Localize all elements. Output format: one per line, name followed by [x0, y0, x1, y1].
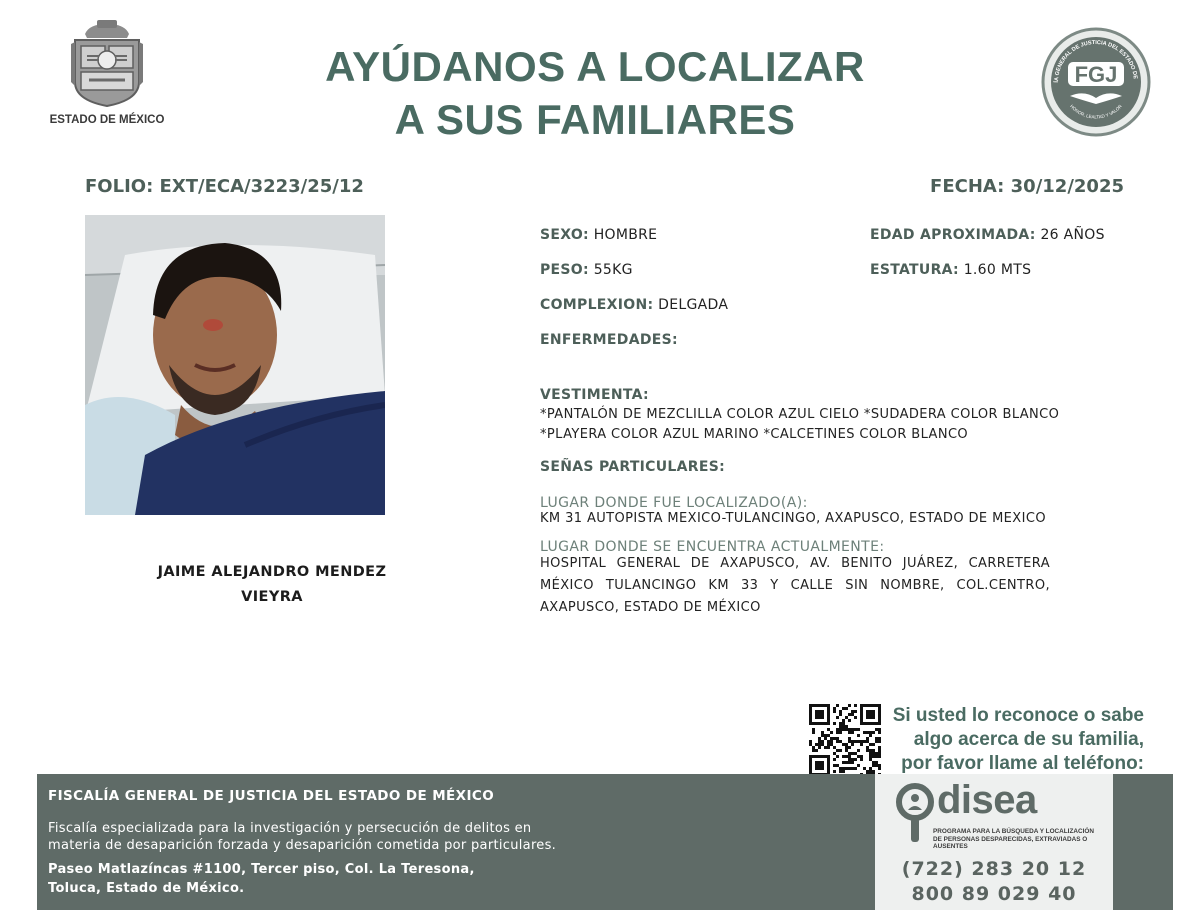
complexion-label: COMPLEXION:	[540, 297, 654, 313]
peso-value: 55KG	[593, 262, 633, 278]
edad-label: EDAD APROXIMADA:	[870, 227, 1036, 243]
footer-org-name: FISCALÍA GENERAL DE JUSTICIA DEL ESTADO DE MÉXICO	[48, 788, 495, 804]
contact-line-2: algo acerca de su familia,	[913, 729, 1144, 750]
fecha-label: FECHA:	[930, 176, 1005, 197]
contact-line-1: Si usted lo reconoce o sabe	[892, 705, 1144, 726]
fgj-bottom-text: HONOR, LEALTAD Y VALOR	[1069, 103, 1123, 120]
estado-de-mexico-caption: ESTADO DE MÉXICO	[49, 114, 165, 126]
person-photo	[85, 215, 385, 515]
peso-field	[540, 262, 633, 278]
footer	[37, 774, 1173, 910]
lugar-actual-line-3: AXAPUSCO, ESTADO DE MÉXICO	[540, 600, 761, 615]
contact-message	[884, 704, 1144, 776]
qr-code-icon[interactable]	[809, 704, 881, 776]
fecha-value: 30/12/2025	[1010, 176, 1124, 197]
person-name-line-1: JAIME ALEJANDRO MENDEZ	[157, 564, 387, 580]
complexion-value: DELGADA	[658, 297, 729, 313]
person-name-line-2: VIEYRA	[241, 589, 303, 605]
lugar-localizado-label: LUGAR DONDE FUE LOCALIZADO(A):	[540, 495, 808, 511]
fecha	[930, 176, 1124, 197]
sexo-field	[540, 227, 657, 243]
lugar-actual-line-2: MÉXICO TULANCINGO KM 33 Y CALLE SIN NOMBRE, COL.CENTRO,	[540, 578, 1050, 593]
estado-de-mexico-logo	[44, 20, 170, 130]
vestimenta-label: VESTIMENTA:	[540, 387, 649, 403]
fgj-seal-icon	[1040, 26, 1152, 138]
sexo-value: HOMBRE	[593, 227, 658, 243]
estatura-value: 1.60 MTS	[963, 262, 1032, 278]
sexo-label: SEXO:	[540, 227, 589, 243]
title-line-1: AYÚDANOS A LOCALIZAR	[325, 43, 865, 90]
enfermedades-field	[540, 332, 678, 348]
estado-de-mexico-crest-icon	[67, 20, 147, 108]
odisea-brand: disea	[937, 778, 1037, 822]
footer-description-line-1: Fiscalía especializada para la investigación y persecución de delitos en	[48, 821, 532, 836]
peso-label: PESO:	[540, 262, 589, 278]
contact-line-3: por favor llame al teléfono:	[901, 753, 1144, 774]
folio	[85, 176, 364, 197]
folio-label: FOLIO:	[85, 176, 154, 197]
complexion-field	[540, 297, 728, 313]
fgj-logo-text: FGJ	[1074, 62, 1118, 87]
footer-description-line-2: materia de desaparición forzada y desaparición cometida por particulares.	[48, 838, 557, 853]
odisea-magnifier-icon	[895, 782, 935, 846]
edad-field	[870, 227, 1105, 243]
phone-number-1[interactable]: (722) 283 20 12	[901, 858, 1087, 880]
vestimenta-line-1: *PANTALÓN DE MEZCLILLA COLOR AZUL CIELO *SUDADERA COLOR BLANCO	[540, 407, 1060, 422]
lugar-actual-label: LUGAR DONDE SE ENCUENTRA ACTUALMENTE:	[540, 539, 885, 555]
footer-description	[48, 820, 648, 854]
person-name	[85, 560, 459, 610]
vestimenta-field	[540, 387, 649, 403]
title-line-2: A SUS FAMILIARES	[394, 96, 796, 143]
senas-field	[540, 459, 725, 475]
footer-address-line-1: Paseo Matlazíncas #1100, Tercer piso, Col. La Teresona,	[48, 862, 475, 877]
estatura-label: ESTATURA:	[870, 262, 959, 278]
senas-label: SEÑAS PARTICULARES:	[540, 459, 725, 475]
lugar-actual-line-1: HOSPITAL GENERAL DE AXAPUSCO, AV. BENITO JUÁREZ, CARRETERA	[540, 556, 1050, 571]
phone-number-2[interactable]: 800 89 029 40	[911, 883, 1077, 905]
page-title	[250, 40, 940, 146]
vestimenta-line-2: *PLAYERA COLOR AZUL MARINO *CALCETINES COLOR BLANCO	[540, 427, 969, 442]
odisea-program-text: PROGRAMA PARA LA BÚSQUEDA Y LOCALIZACIÓN DE PERSONAS DESPARECIDAS, EXTRAVIADAS O AUSENTES	[933, 828, 1094, 850]
fgj-logo	[1040, 26, 1152, 138]
estatura-field	[870, 262, 1031, 278]
edad-value: 26 AÑOS	[1040, 227, 1105, 243]
lugar-actual-value	[540, 553, 1050, 619]
lugar-localizado-value: KM 31 AUTOPISTA MEXICO-TULANCINGO, AXAPUSCO, ESTADO DE MEXICO	[540, 511, 1046, 526]
footer-address-line-2: Toluca, Estado de México.	[48, 881, 245, 896]
footer-address	[48, 860, 648, 898]
enfermedades-label: ENFERMEDADES:	[540, 332, 678, 348]
odisea-panel	[875, 774, 1113, 910]
fgj-ring-text: ÍA GENERAL DE JUSTICIA DEL ESTADO DE	[1053, 39, 1138, 83]
folio-value: EXT/ECA/3223/25/12	[159, 176, 364, 197]
